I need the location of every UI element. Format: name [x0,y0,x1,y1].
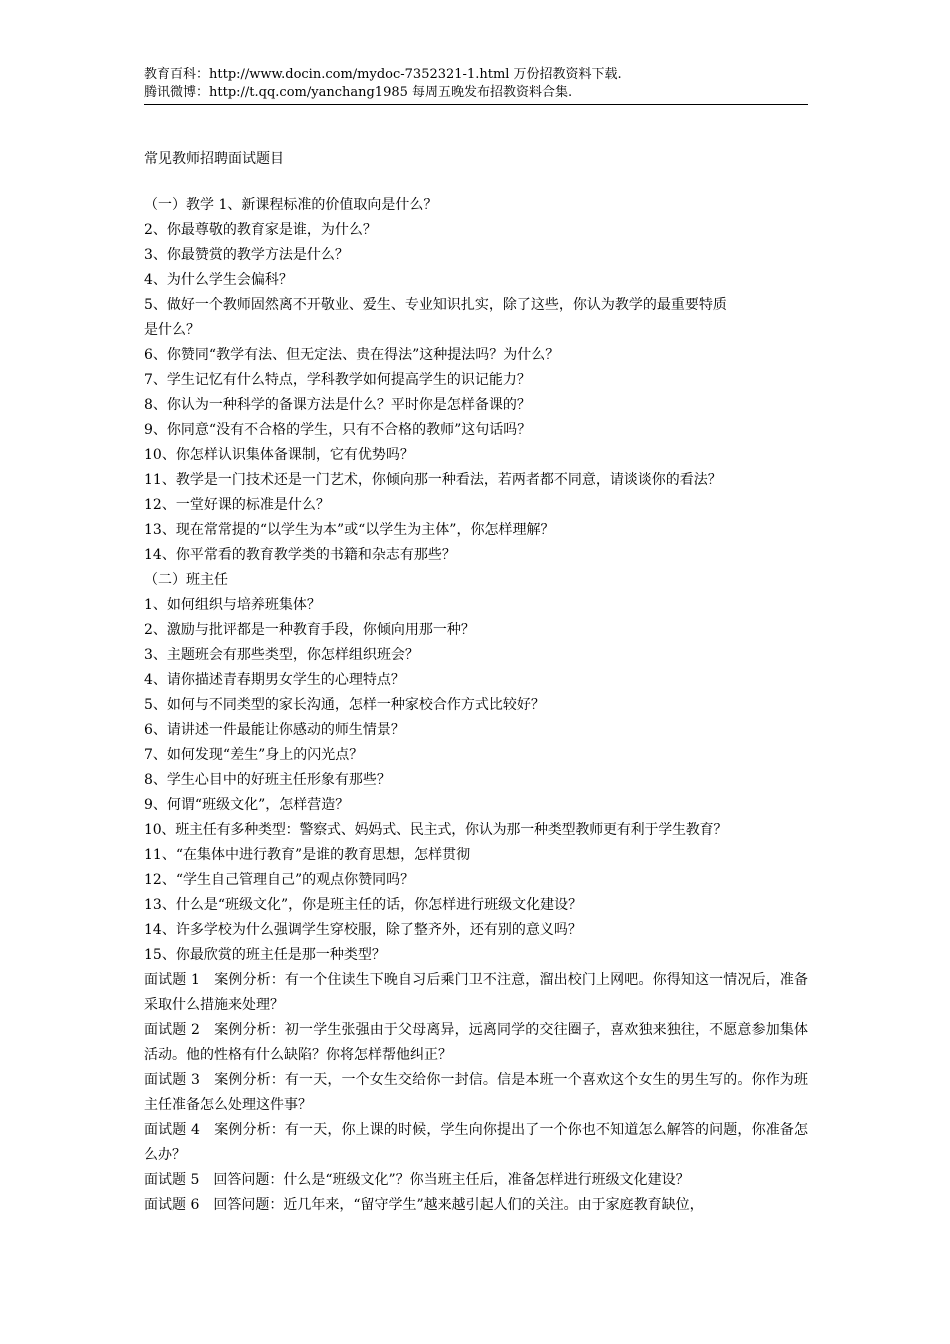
section2-line: 8、学生心目中的好班主任形象有那些？ [144,772,391,788]
interview-question-2: 面试题 2 案例分析：初一学生张强由于父母离异，远离同学的交往圈子，喜欢独来独往，不愿意参加集体活动。他的性格有什么缺陷？你将怎样帮他纠正？ [144,1022,808,1063]
header-line-docin: 教育百科：http://www.docin.com/mydoc-7352321-1.html 万份招教资料下载. [144,67,622,82]
header-line-weibo: 腾讯微博：http://t.qq.com/yanchang1985 每周五晚发布招教资料合集. [144,85,573,100]
interview-question-1: 面试题 1 案例分析：有一个住读生下晚自习后乘门卫不注意，溜出校门上网吧。你得知这一情况后，准备采取什么措施来处理？ [144,972,808,1013]
interview-question-5: 面试题 5 回答问题：什么是“班级文化”？你当班主任后，准备怎样进行班级文化建设？ [144,1172,690,1188]
section2-line: 7、如何发现“差生”身上的闪光点？ [144,747,364,763]
section2-line: 11、“在集体中进行教育”是谁的教育思想，怎样贯彻 [144,847,471,863]
section1-line: 7、学生记忆有什么特点，学科教学如何提高学生的识记能力？ [144,372,531,388]
section2-line: 12、“学生自己管理自己”的观点你赞同吗？ [144,872,415,888]
section1-line: 4、为什么学生会偏科？ [144,272,293,288]
document-body [144,193,808,1218]
section2-line: 3、主题班会有那些类型，你怎样组织班会？ [144,647,419,663]
section2-line: 14、许多学校为什么强调学生穿校服，除了整齐外，还有别的意义吗？ [144,922,582,938]
section2-line: 10、班主任有多种类型：警察式、妈妈式、民主式，你认为那一种类型教师更有利于学生教育？ [144,822,728,838]
section1-line: 14、你平常看的教育教学类的书籍和杂志有那些？ [144,547,456,563]
section1-line: 2、你最尊敬的教育家是谁，为什么？ [144,222,377,238]
section1-line: 5、做好一个教师固然离不开敬业、爱生、专业知识扎实，除了这些，你认为教学的最重要特质 [144,297,727,313]
document-title: 常见教师招聘面试题目 [144,151,284,167]
section1-line: 3、你最赞赏的教学方法是什么？ [144,247,349,263]
section2-line: 4、请你描述青春期男女学生的心理特点？ [144,672,405,688]
interview-question-4: 面试题 4 案例分析：有一天，你上课的时候，学生向你提出了一个你也不知道怎么解答的问题，你准备怎么办？ [144,1122,808,1163]
page-header [144,66,808,105]
section1-line: 是什么？ [144,322,200,338]
section2-line: 9、何谓“班级文化”，怎样营造？ [144,797,350,813]
section2-line: 5、如何与不同类型的家长沟通，怎样一种家校合作方式比较好？ [144,697,545,713]
section2-line: 2、激励与批评都是一种教育手段，你倾向用那一种？ [144,622,475,638]
document-page [144,66,808,1218]
section1-line: 13、现在常常提的“以学生为本”或“以学生为主体”，你怎样理解？ [144,522,555,538]
section1-line: （一）教学 1、新课程标准的价值取向是什么？ [144,197,438,213]
section2-line: 15、你最欣赏的班主任是那一种类型？ [144,947,386,963]
section2-heading: （二）班主任 [144,572,228,588]
section1-line: 11、教学是一门技术还是一门艺术，你倾向那一种看法，若两者都不同意，请谈谈你的看法？ [144,472,722,488]
interview-question-3: 面试题 3 案例分析：有一天，一个女生交给你一封信。信是本班一个喜欢这个女生的男生写的。你作为班主任准备怎么处理这件事？ [144,1072,808,1113]
section2-line: 1、如何组织与培养班集体？ [144,597,321,613]
section1-line: 8、你认为一种科学的备课方法是什么？平时你是怎样备课的？ [144,397,531,413]
section1-line: 10、你怎样认识集体备课制，它有优势吗？ [144,447,414,463]
section2-line: 13、什么是“班级文化”，你是班主任的话，你怎样进行班级文化建设？ [144,897,583,913]
section2-line: 6、请讲述一件最能让你感动的师生情景？ [144,722,405,738]
interview-question-6: 面试题 6 回答问题：近几年来，“留守学生”越来越引起人们的关注。由于家庭教育缺位， [144,1197,704,1213]
section1-line: 9、你同意“没有不合格的学生，只有不合格的教师”这句话吗？ [144,422,532,438]
section1-line: 12、一堂好课的标准是什么？ [144,497,330,513]
section1-line: 6、你赞同“教学有法、但无定法、贵在得法”这种提法吗？为什么？ [144,347,560,363]
